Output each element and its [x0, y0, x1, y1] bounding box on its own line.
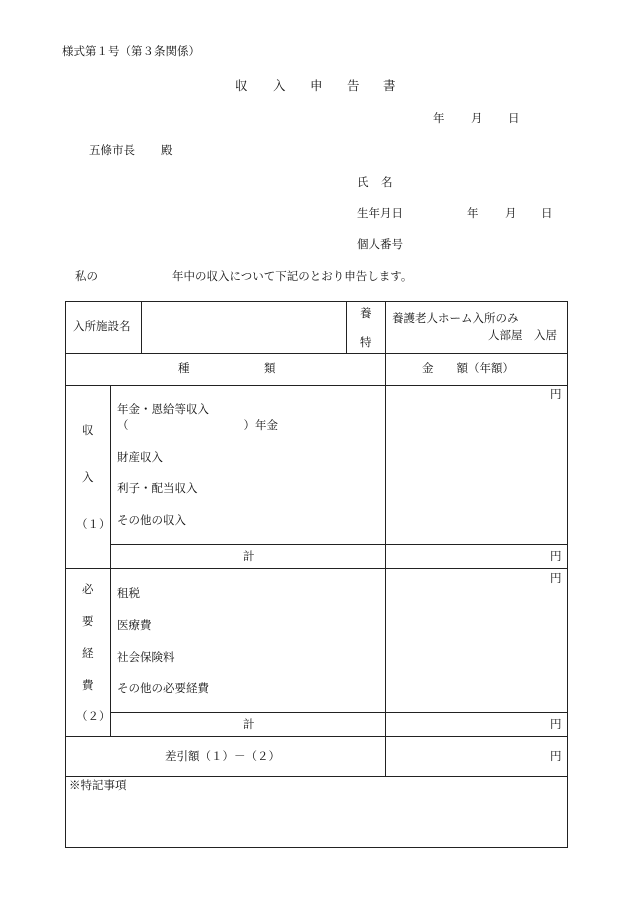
expense-total-unit: 円: [550, 717, 562, 731]
birth-day-unit: 日: [541, 206, 553, 220]
expense-item-medical: 医療費: [117, 618, 152, 632]
addressee: 五條市長: [89, 143, 135, 157]
income-total-unit: 円: [550, 549, 562, 563]
expense-side-label: 要: [82, 614, 94, 628]
col-divider: [141, 301, 142, 354]
title-char: 告: [347, 78, 360, 93]
title-char: 収: [235, 78, 248, 93]
name-label-2: 名: [381, 175, 393, 189]
income-amount-unit: 円: [550, 387, 562, 401]
facility-name-field[interactable]: [143, 303, 345, 352]
header-amount: 金 額（年額）: [422, 361, 514, 375]
special-mark-bottom: 特: [360, 335, 372, 349]
date-year-unit: 年: [433, 111, 445, 125]
personal-number-label: 個人番号: [357, 237, 403, 251]
difference-unit: 円: [550, 749, 562, 763]
expense-side-label: 必: [82, 582, 94, 596]
expense-amount-unit: 円: [550, 571, 562, 585]
honorific: 殿: [161, 143, 173, 157]
income-item-property: 財産収入: [117, 450, 163, 464]
expense-side-label: 費: [82, 678, 94, 692]
expense-item-other: その他の必要経費: [117, 681, 209, 695]
header-kind-2: 類: [264, 361, 276, 375]
income-amount-field[interactable]: [387, 387, 566, 543]
remarks-field[interactable]: [67, 796, 566, 846]
row-divider: [65, 385, 568, 386]
title-char: 申: [310, 78, 323, 93]
form-number: 様式第１号（第３条関係）: [62, 44, 200, 58]
header-kind-1: 種: [178, 361, 190, 375]
row-divider: [110, 544, 568, 545]
remarks-label: ※特記事項: [69, 778, 127, 792]
declaration-prefix: 私の: [75, 269, 98, 283]
col-divider: [385, 301, 386, 776]
col-divider: [346, 301, 347, 354]
date-day-unit: 日: [508, 111, 520, 125]
income-item-other: その他の収入: [117, 513, 186, 527]
birth-month-unit: 月: [505, 206, 517, 220]
expense-side-label: 経: [82, 646, 94, 660]
table-border-left: [65, 301, 66, 848]
income-side-label: 入: [82, 470, 94, 484]
income-item-pension-type: （ ）年金: [117, 418, 278, 432]
income-item-interest: 利子・配当収入: [117, 481, 198, 495]
name-label-1: 氏: [357, 175, 369, 189]
income-side-label: 収: [82, 423, 94, 437]
facility-note-line1: 養護老人ホーム入所のみ: [392, 311, 519, 325]
declaration-text: 年中の収入について下記のとおり申告します。: [172, 269, 413, 283]
expense-side-label: （２）: [76, 709, 111, 723]
table-border-bottom: [65, 847, 568, 848]
expense-item-insurance: 社会保険料: [117, 650, 175, 664]
difference-label: 差引額（１）－（２）: [165, 749, 280, 763]
date-month-unit: 月: [471, 111, 483, 125]
special-mark-top: 養: [360, 306, 372, 320]
income-total-label: 計: [243, 549, 255, 563]
income-side-label: （１）: [76, 517, 111, 531]
col-divider: [110, 385, 111, 736]
expense-item-tax: 租税: [117, 586, 140, 600]
birth-year-unit: 年: [467, 206, 479, 220]
facility-note-line2: 人部屋 入居: [488, 328, 557, 342]
facility-label: 入所施設名: [73, 319, 131, 333]
expense-amount-field[interactable]: [387, 570, 566, 711]
income-item-pension: 年金・恩給等収入: [117, 402, 209, 416]
row-divider: [65, 776, 568, 777]
birthdate-label: 生年月日: [357, 206, 403, 220]
row-divider: [65, 568, 568, 569]
title-char: 書: [383, 78, 396, 93]
row-divider: [110, 712, 568, 713]
title-char: 入: [273, 78, 286, 93]
row-divider: [65, 736, 568, 737]
table-border-right: [567, 301, 568, 848]
expense-total-label: 計: [243, 717, 255, 731]
